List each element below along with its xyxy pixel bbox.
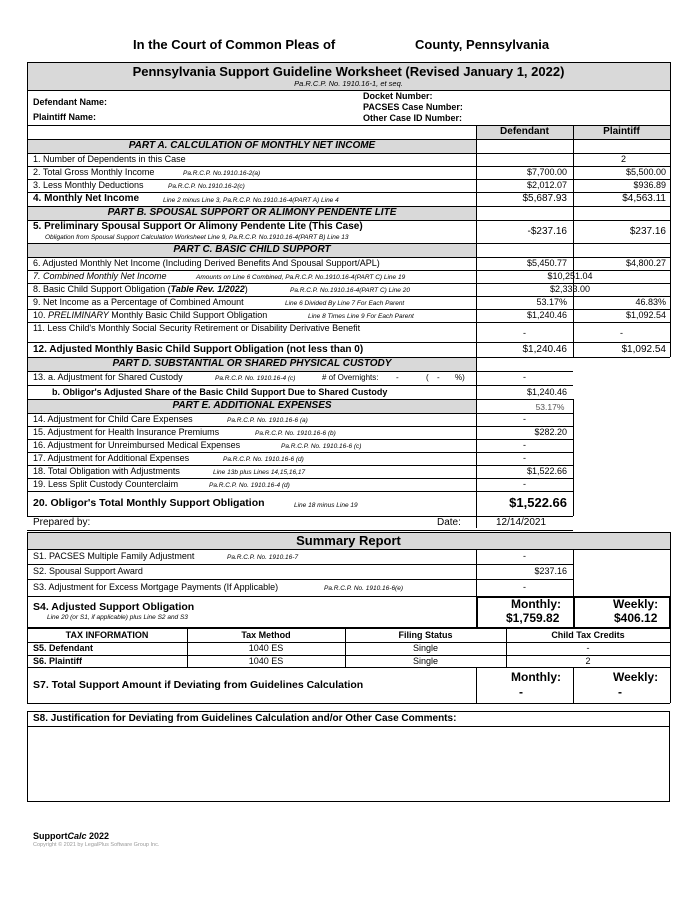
line10-ref: Line 8 Times Line 9 For Each Parent: [308, 313, 414, 320]
line10-defendant: $1,240.46: [526, 310, 567, 320]
line12-label: 12. Adjusted Monthly Basic Child Support Obligation (not less than 0): [33, 344, 364, 355]
overnights-percent: -: [437, 373, 440, 382]
part-a-header: PART A. CALCULATION OF MONTHLY NET INCOME: [128, 140, 376, 151]
line12-defendant: $1,240.46: [522, 344, 567, 355]
line16-ref: Pa.R.C.P. No. 1910.16-6 (c): [281, 443, 362, 450]
s1-value: -: [523, 551, 526, 561]
line3-ref: Pa.R.C.P. No.1910.16-2(c): [168, 183, 245, 190]
line19-defendant: -: [523, 479, 526, 489]
part-d-header: PART D. SUBSTANTIAL OR SHARED PHYSICAL CUSTODY: [112, 358, 392, 369]
line8-label: 8. Basic Child Support Obligation (Table Rev. 1/2022): [33, 284, 248, 294]
line16-defendant: -: [523, 440, 526, 450]
overnights-label: # of Overnights:: [322, 373, 379, 382]
pacses-number-label: PACSES Case Number:: [363, 102, 463, 112]
s3-label: S3. Adjustment for Excess Mortgage Payments (If Applicable): [33, 582, 279, 592]
line5-label: 5. Preliminary Spousal Support Or Alimony Pendente Lite (This Case): [33, 221, 363, 232]
s7-weekly-amount: -: [618, 685, 622, 699]
line19-ref: Pa.R.C.P. No. 1910.16-4 (d): [209, 482, 290, 489]
line16-label: 16. Adjustment for Unreimbursed Medical Expenses: [33, 440, 241, 450]
s3-ref: Pa.R.C.P. No. 1910.16-6(e): [324, 585, 404, 592]
line15-ref: Pa.R.C.P. No. 1910.16-6 (b): [255, 430, 336, 437]
line1-plaintiff: 2: [620, 154, 626, 164]
line7-label: 7. Combined Monthly Net Income: [33, 271, 167, 281]
line2-ref: Pa.R.C.P. No.1910.16-2(a): [183, 170, 261, 177]
prepared-by-label: Prepared by:: [33, 517, 91, 528]
footer-copyright: Copyright © 2021 by LegalPlus Software Group Inc.: [33, 842, 160, 848]
line15-defendant: $282.20: [534, 427, 567, 437]
s2-value: $237.16: [534, 566, 567, 576]
line18-label: 18. Total Obligation with Adjustments: [33, 466, 180, 476]
s4-weekly-amount: $406.12: [614, 611, 658, 625]
line1-label: 1. Number of Dependents in this Case: [33, 154, 186, 164]
line12-plaintiff: $1,092.54: [621, 344, 666, 355]
summary-report-header: Summary Report: [296, 533, 401, 548]
worksheet-subtitle: Pa.R.C.P. No. 1910.16-1, et seq.: [294, 79, 403, 88]
overnights-paren-open: (: [426, 373, 429, 382]
line13a-label: 13. a. Adjustment for Shared Custody: [33, 372, 183, 382]
line9-label: 9. Net Income as a Percentage of Combined Amount: [33, 297, 244, 307]
part-e-percentage: 53.17%: [535, 402, 565, 412]
line9-plaintiff: 46.83%: [635, 297, 666, 307]
s7-monthly-amount: -: [519, 685, 523, 699]
line6-label: 6. Adjusted Monthly Net Income (Including Derived Benefits And Spousal Support/APL): [33, 258, 380, 268]
line20-defendant: $1,522.66: [509, 495, 567, 510]
court-prefix: In the Court of Common Pleas of: [133, 37, 336, 52]
line20-label: 20. Obligor's Total Monthly Support Obligation: [33, 497, 265, 509]
s6-child-tax-credits: 2: [585, 656, 591, 666]
line2-defendant: $7,700.00: [526, 167, 567, 177]
s1-ref: Pa.R.C.P. No. 1910.16-7: [227, 554, 299, 561]
overnights-count: -: [396, 373, 399, 382]
line18-ref: Line 13b plus Lines 14,15,16,17: [213, 469, 306, 476]
plaintiff-name-label: Plaintiff Name:: [33, 112, 97, 122]
line2-plaintiff: $5,500.00: [625, 167, 666, 177]
s2-label: S2. Spousal Support Award: [33, 566, 143, 576]
line3-label: 3. Less Monthly Deductions: [33, 180, 144, 190]
date-label: Date:: [437, 517, 461, 528]
line10-label: 10. PRELIMINARY Monthly Basic Child Support Obligation: [33, 310, 268, 320]
line17-label: 17. Adjustment for Additional Expenses: [33, 453, 190, 463]
s4-monthly-label: Monthly:: [511, 597, 561, 611]
s4-ref: Line 20 (or S1, if applicable) plus Line S2 and S3: [47, 614, 188, 621]
line10-plaintiff: $1,092.54: [625, 310, 666, 320]
s7-weekly-label: Weekly:: [613, 670, 659, 684]
line5-defendant: -$237.16: [527, 226, 567, 237]
part-b-header: PART B. SPOUSAL SUPPORT OR ALIMONY PENDENTE LITE: [107, 207, 397, 218]
line4-plaintiff: $4,563.11: [622, 193, 666, 204]
line4-label: 4. Monthly Net Income: [33, 193, 140, 204]
line6-plaintiff: $4,800.27: [625, 258, 666, 268]
tax-method-header: Tax Method: [241, 630, 291, 640]
line5-ref: Obligation from Spousal Support Calculation Worksheet Line 9, Pa.R.C.P. No.1910.16-4(PART B) Line 13: [45, 234, 349, 241]
line13b-label: b. Obligor's Adjusted Share of the Basic Child Support Due to Shared Custody: [52, 387, 388, 397]
line13b-defendant: $1,240.46: [526, 387, 567, 397]
line14-ref: Pa.R.C.P. No. 1910.16-6 (a): [227, 417, 308, 424]
s1-label: S1. PACSES Multiple Family Adjustment: [33, 551, 195, 561]
tax-info-header: TAX INFORMATION: [65, 630, 149, 640]
line13a-defendant: -: [523, 372, 526, 382]
line8-obligation: $2,333.00: [549, 284, 591, 294]
s5-tax-method: 1040 ES: [248, 643, 284, 653]
prepared-date: 12/14/2021: [496, 517, 547, 528]
s4-monthly-amount: $1,759.82: [506, 611, 560, 625]
line19-label: 19. Less Split Custody Counterclaim: [33, 479, 179, 489]
line17-ref: Pa.R.C.P. No. 1910.16-6 (d): [223, 456, 304, 463]
overnights-paren-close: %): [455, 373, 465, 382]
s5-child-tax-credits: -: [586, 643, 590, 653]
column-plaintiff: Plaintiff: [603, 126, 640, 137]
line2-label: 2. Total Gross Monthly Income: [33, 167, 155, 177]
line7-ref: Amounts on Line 6 Combined, Pa.R.C.P. No.1910.16-4(PART C) Line 19: [196, 274, 406, 281]
line8-ref: Pa.R.C.P. No.1910.16-4(PART C) Line 20: [290, 287, 410, 294]
county-suffix: County, Pennsylvania: [415, 37, 550, 52]
other-case-id-label: Other Case ID Number:: [363, 113, 463, 123]
s6-tax-method: 1040 ES: [248, 656, 284, 666]
defendant-name-label: Defendant Name:: [33, 97, 108, 107]
line6-defendant: $5,450.77: [526, 258, 567, 268]
s8-label: S8. Justification for Deviating from Guidelines Calculation and/or Other Case Comments:: [33, 713, 457, 724]
line18-defendant: $1,522.66: [526, 466, 567, 476]
line7-combined: $10,251.04: [547, 271, 593, 281]
part-e-header: PART E. ADDITIONAL EXPENSES: [172, 400, 332, 411]
s6-label: S6. Plaintiff: [33, 656, 83, 666]
filing-status-header: Filing Status: [398, 630, 453, 640]
line17-defendant: -: [523, 453, 526, 463]
line5-plaintiff: $237.16: [629, 226, 666, 237]
s8-comments-box[interactable]: [27, 711, 670, 802]
worksheet-title: Pennsylvania Support Guideline Worksheet (Revised January 1, 2022): [132, 64, 565, 79]
line15-label: 15. Adjustment for Health Insurance Premiums: [33, 427, 220, 437]
line14-defendant: -: [523, 414, 526, 424]
column-defendant: Defendant: [500, 126, 549, 137]
line4-defendant: $5,687.93: [522, 193, 567, 204]
line11-plaintiff: -: [620, 328, 623, 338]
s4-weekly-label: Weekly:: [613, 597, 659, 611]
docket-number-label: Docket Number:: [363, 91, 433, 101]
s3-value: -: [523, 582, 526, 592]
s7-label: S7. Total Support Amount if Deviating from Guidelines Calculation: [33, 679, 364, 691]
s4-label: S4. Adjusted Support Obligation: [33, 601, 195, 613]
s6-filing-status: Single: [412, 656, 439, 666]
line20-ref: Line 18 minus Line 19: [294, 502, 358, 509]
s7-monthly-label: Monthly:: [511, 670, 561, 684]
line3-defendant: $2,012.07: [526, 180, 567, 190]
part-c-header: PART C. BASIC CHILD SUPPORT: [173, 244, 331, 255]
line9-defendant: 53.17%: [536, 297, 567, 307]
line4-ref: Line 2 minus Line 3, Pa.R.C.P. No.1910.16-4(PART A) Line 4: [163, 197, 339, 204]
line3-plaintiff: $936.89: [633, 180, 666, 190]
footer-brand: SupportCalc 2022: [33, 831, 110, 841]
s5-filing-status: Single: [412, 643, 439, 653]
line11-defendant: -: [523, 328, 526, 338]
line11-label: 11. Less Child's Monthly Social Security Retirement or Disability Derivative Benefit: [33, 323, 361, 333]
child-tax-credits-header: Child Tax Credits: [551, 630, 625, 640]
line14-label: 14. Adjustment for Child Care Expenses: [33, 414, 193, 424]
line9-ref: Line 6 Divided By Line 7 For Each Parent: [285, 300, 405, 307]
line13a-ref: Pa.R.C.P. No. 1910.16-4 (c): [215, 375, 296, 382]
s5-label: S5. Defendant: [33, 643, 94, 653]
